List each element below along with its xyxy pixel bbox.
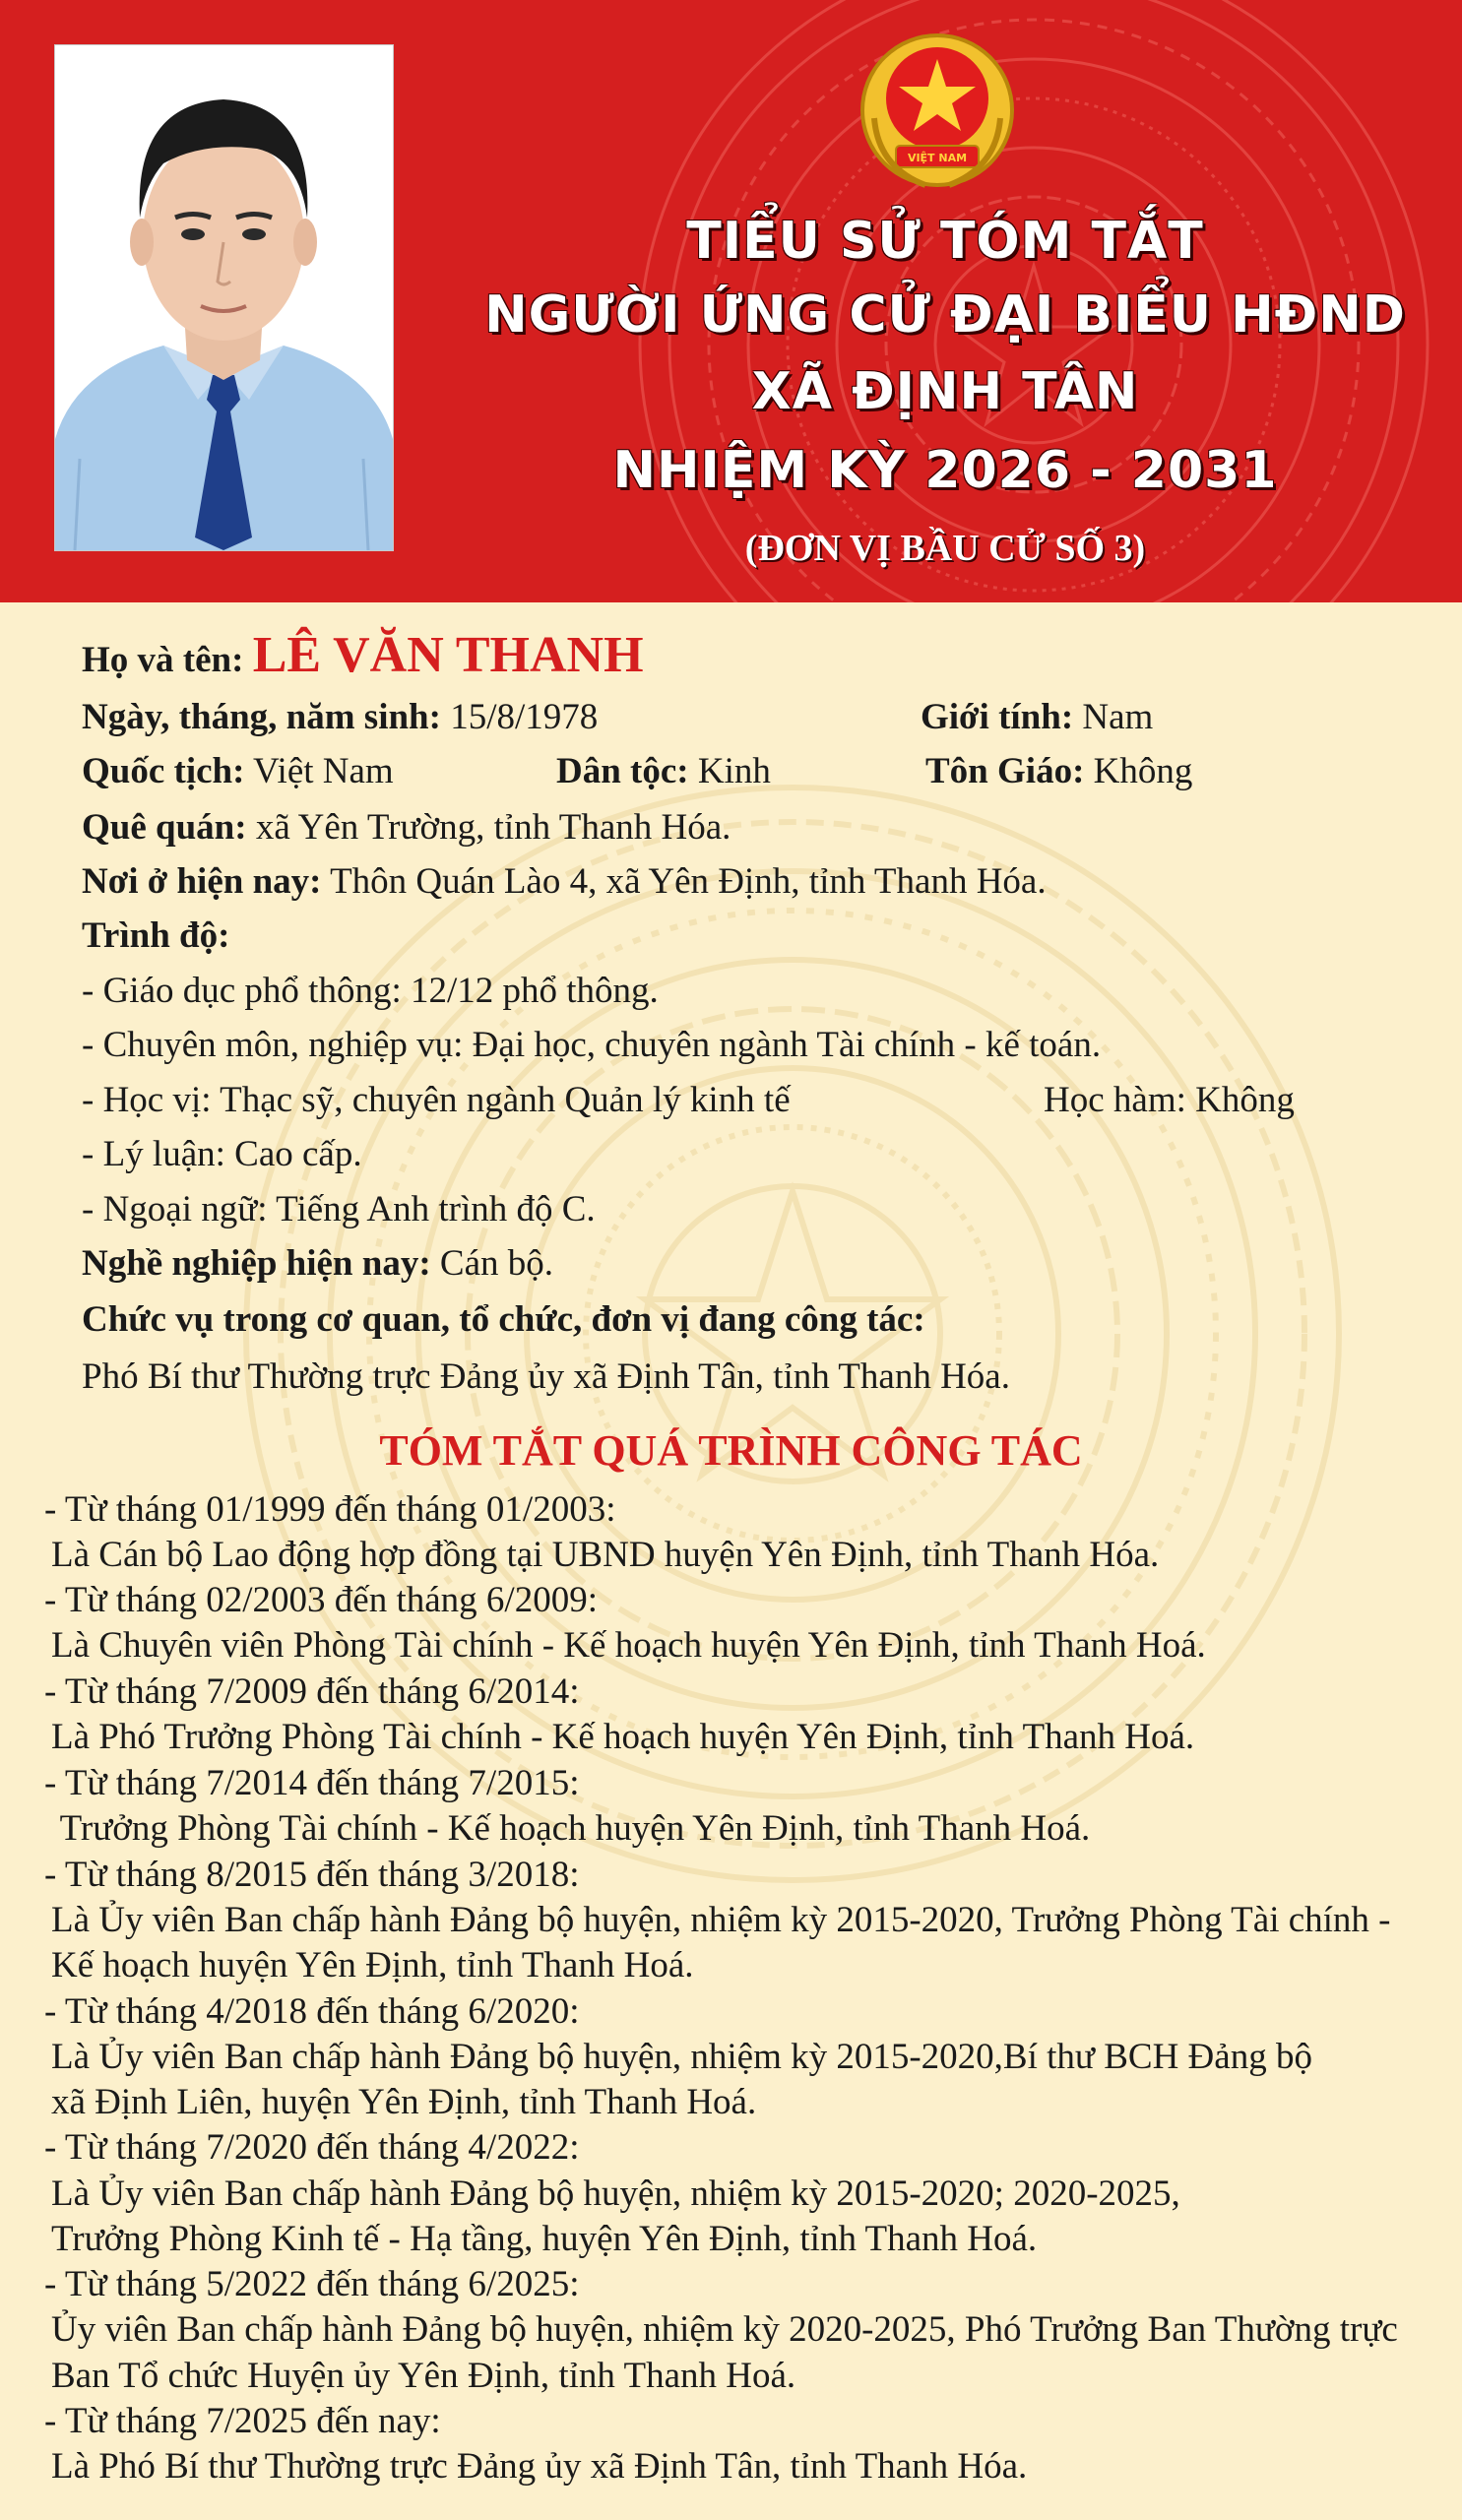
edu-title: Học hàm: Không (1044, 1080, 1295, 1120)
title-line-1: TIỂU SỬ TÓM TẮT (686, 212, 1204, 271)
career-line: - Từ tháng 7/2025 đến nay: (44, 2401, 441, 2441)
career-line: Là Phó Bí thư Thường trực Đảng ủy xã Định Tân, tỉnh Thanh Hóa. (51, 2446, 1028, 2487)
occupation-value: Cán bộ. (439, 1243, 554, 1284)
gender-label: Giới tính: (921, 697, 1074, 737)
career-line: xã Định Liên, huyện Yên Định, tỉnh Thanh Hoá. (51, 2082, 757, 2122)
career-section-title: TÓM TẮT QUÁ TRÌNH CÔNG TÁC (379, 1426, 1083, 1475)
hometown-row (82, 809, 731, 846)
career-line: Trưởng Phòng Tài chính - Kế hoạch huyện Yên Định, tỉnh Thanh Hoá. (51, 1808, 1091, 1849)
nationality-value: Việt Nam (253, 751, 394, 791)
career-line: Ủy viên Ban chấp hành Đảng bộ huyện, nhiệm kỳ 2020-2025, Phó Trưởng Ban Thường trực (51, 2309, 1398, 2350)
edu-degree: - Học vị: Thạc sỹ, chuyên ngành Quản lý kinh tế (82, 1080, 791, 1120)
title-line-3: XÃ ĐỊNH TÂN (751, 362, 1139, 421)
candidate-name: LÊ VĂN THANH (252, 627, 644, 683)
hometown-label: Quê quán: (82, 807, 247, 848)
career-line: Ban Tổ chức Huyện ủy Yên Định, tỉnh Thanh Hoá. (51, 2356, 796, 2396)
occupation-label: Nghề nghiệp hiện nay: (82, 1243, 431, 1284)
title-line-4: NHIỆM KỲ 2026 - 2031 (612, 441, 1278, 500)
ethnicity-row (556, 753, 771, 789)
residence-label: Nơi ở hiện nay: (82, 861, 322, 902)
religion-row (925, 753, 1192, 789)
career-line: - Từ tháng 02/2003 đến tháng 6/2009: (44, 1580, 598, 1620)
career-line: Trưởng Phòng Kinh tế - Hạ tầng, huyện Yên Định, tỉnh Thanh Hoá. (51, 2219, 1038, 2259)
position-value: Phó Bí thư Thường trực Đảng ủy xã Định Tân, tỉnh Thanh Hóa. (82, 1356, 1010, 1397)
name-label: Họ và tên: (82, 640, 244, 680)
occupation-row (82, 1245, 553, 1282)
career-line: Là Cán bộ Lao động hợp đồng tại UBND huyện Yên Định, tỉnh Thanh Hóa. (51, 1535, 1160, 1575)
career-line: Kế hoạch huyện Yên Định, tỉnh Thanh Hoá. (51, 1945, 694, 1985)
name-row (82, 627, 644, 683)
portrait-icon (55, 45, 393, 550)
nationality-label: Quốc tịch: (82, 751, 245, 791)
svg-text:VIỆT NAM: VIỆT NAM (907, 152, 968, 164)
ethnicity-value: Kinh (697, 751, 771, 791)
dob-value: 15/8/1978 (450, 697, 599, 737)
ethnicity-label: Dân tộc: (556, 751, 689, 791)
edu-language: - Ngoại ngữ: Tiếng Anh trình độ C. (82, 1189, 596, 1229)
edu-political: - Lý luận: Cao cấp. (82, 1134, 362, 1174)
career-line: - Từ tháng 01/1999 đến tháng 01/2003: (44, 1489, 616, 1530)
career-line: Là Phó Trưởng Phòng Tài chính - Kế hoạch huyện Yên Định, tỉnh Thanh Hoá. (51, 1717, 1195, 1757)
career-line: Là Chuyên viên Phòng Tài chính - Kế hoạch huyện Yên Định, tỉnh Thanh Hoá. (51, 1625, 1206, 1666)
dob-row (82, 699, 598, 735)
career-line: Là Ủy viên Ban chấp hành Đảng bộ huyện, nhiệm kỳ 2015-2020,Bí thư BCH Đảng bộ (51, 2037, 1312, 2077)
career-line: - Từ tháng 8/2015 đến tháng 3/2018: (44, 1855, 580, 1895)
candidate-photo (54, 44, 394, 551)
edu-general: - Giáo dục phổ thông: 12/12 phổ thông. (82, 971, 659, 1011)
edu-professional: - Chuyên môn, nghiệp vụ: Đại học, chuyên ngành Tài chính - kế toán. (82, 1025, 1102, 1065)
career-line: Là Ủy viên Ban chấp hành Đảng bộ huyện, nhiệm kỳ 2015-2020, Trưởng Phòng Tài chính - (51, 1900, 1391, 1940)
electoral-unit: (ĐƠN VỊ BẦU CỬ SỐ 3) (744, 528, 1146, 569)
education-label: Trình độ: (82, 915, 230, 956)
career-line: - Từ tháng 7/2014 đến tháng 7/2015: (44, 1763, 580, 1803)
national-emblem-icon (857, 30, 1019, 197)
header-banner (0, 0, 1462, 602)
title-line-2: NGƯỜI ỨNG CỬ ĐẠI BIỂU HĐND (484, 285, 1406, 345)
religion-value: Không (1093, 751, 1193, 791)
dob-label: Ngày, tháng, năm sinh: (82, 697, 441, 737)
gender-row (921, 699, 1153, 735)
career-line: - Từ tháng 7/2020 đến tháng 4/2022: (44, 2127, 580, 2168)
career-line: Là Ủy viên Ban chấp hành Đảng bộ huyện, nhiệm kỳ 2015-2020; 2020-2025, (51, 2174, 1180, 2214)
residence-value: Thôn Quán Lào 4, xã Yên Định, tỉnh Thanh Hóa. (330, 861, 1047, 902)
career-line: - Từ tháng 5/2022 đến tháng 6/2025: (44, 2264, 580, 2304)
nationality-row (82, 753, 394, 789)
residence-row (82, 863, 1047, 900)
position-label: Chức vụ trong cơ quan, tổ chức, đơn vị đang công tác: (82, 1299, 925, 1340)
gender-value: Nam (1082, 697, 1154, 737)
hometown-value: xã Yên Trường, tỉnh Thanh Hóa. (255, 807, 731, 848)
career-line: - Từ tháng 4/2018 đến tháng 6/2020: (44, 1991, 580, 2032)
religion-label: Tôn Giáo: (925, 751, 1085, 791)
career-line: - Từ tháng 7/2009 đến tháng 6/2014: (44, 1671, 580, 1712)
